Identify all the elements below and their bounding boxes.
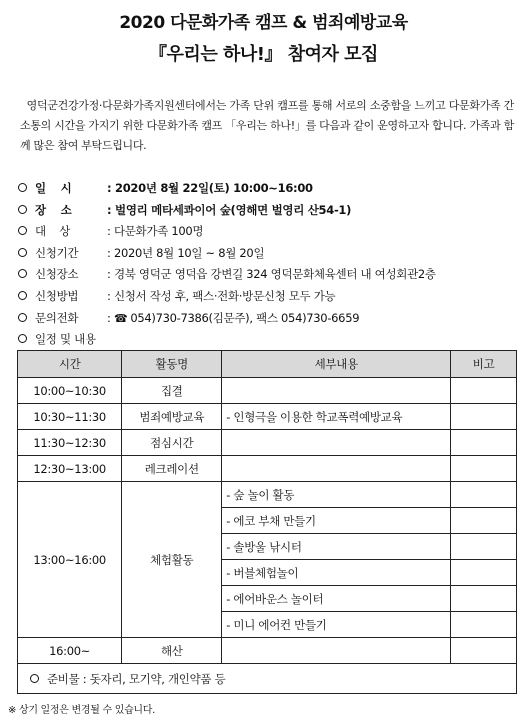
bullet-icon [18, 183, 27, 192]
title-line2: 『우리는 하나!』 참여자 모집 [149, 44, 378, 65]
table-row [18, 430, 517, 456]
info-value: 신청서 작성 후, 팩스·전화·방문신청 모두 가능 [113, 288, 336, 303]
supplies-row [18, 664, 517, 694]
row-note [451, 456, 517, 482]
info-value: 2020년 8월 10일 ~ 8월 20일 [113, 245, 265, 260]
row-time: 12:30~13:00 [18, 456, 122, 482]
bullet-icon [30, 674, 39, 683]
row-activity: 집결 [122, 378, 222, 404]
bullet-icon [18, 205, 27, 214]
info-label: 신청기간 [35, 245, 79, 260]
row-detail [222, 378, 451, 404]
info-value: 벌영리 메타세콰이어 숲(영해면 벌영리 산54-1) [115, 202, 352, 217]
phone-icon: ☎ [113, 311, 128, 325]
bullet-icon [18, 269, 27, 278]
info-row-place: 장 소 : 벌영리 메타세콰이어 숲(영해면 벌영리 산54-1) [18, 200, 518, 222]
row-note [451, 508, 517, 534]
row-activity: 레크레이션 [122, 456, 222, 482]
table-header-row [18, 351, 517, 378]
row-note [451, 586, 517, 612]
table-row [18, 638, 517, 664]
row-time: 10:30~11:30 [18, 404, 122, 430]
row-detail [222, 430, 451, 456]
row-note [451, 482, 517, 508]
schedule-table [17, 350, 517, 694]
row-time: 16:00~ [18, 638, 122, 664]
row-detail [222, 638, 451, 664]
intro-paragraph [20, 96, 514, 156]
row-activity: 체험활동 [122, 482, 222, 638]
info-row-datetime: 일 시 : 2020년 8월 22일(토) 10:00~16:00 [18, 178, 518, 200]
info-label: 대 상 [35, 224, 71, 239]
row-detail: - 숲 놀이 활동 [222, 482, 451, 508]
row-note [451, 378, 517, 404]
row-detail: - 에코 부채 만들기 [222, 508, 451, 534]
info-label: 장 소 [35, 202, 72, 217]
intro-text: 영덕군건강가정·다문화가족지원센터에서는 가족 단위 캠프를 통해 서로의 소중함을 느끼고 다문화가족 간 소통의 시간을 가지기 위한 다문화가족 캠프 「우리는 하나!」를 다음과 같이 운영하고자 합니다. 가족과 함께 많은 참여 부탁드립니다. [20, 99, 514, 152]
row-detail: - 솔방울 낚시터 [222, 534, 451, 560]
bullet-icon [18, 334, 27, 343]
header-time: 시간 [18, 351, 122, 378]
row-activity: 해산 [122, 638, 222, 664]
row-time: 10:00~10:30 [18, 378, 122, 404]
header-detail: 세부내용 [222, 351, 451, 378]
table-row [18, 404, 517, 430]
row-detail: - 미니 에어컨 만들기 [222, 612, 451, 638]
info-value: 054)730-7386(김문주), 팩스 054)730-6659 [130, 310, 360, 325]
header-note: 비고 [451, 351, 517, 378]
row-activity: 점심시간 [122, 430, 222, 456]
info-row-method: 신청방법 : 신청서 작성 후, 팩스·전화·방문신청 모두 가능 [18, 286, 518, 308]
row-note [451, 638, 517, 664]
table-row [18, 482, 517, 508]
row-time: 11:30~12:30 [18, 430, 122, 456]
row-note [451, 560, 517, 586]
row-note [451, 534, 517, 560]
bullet-icon [18, 291, 27, 300]
info-label: 신청장소 [35, 267, 79, 282]
row-detail: - 에어바운스 놀이터 [222, 586, 451, 612]
row-activity: 범죄예방교육 [122, 404, 222, 430]
bullet-icon [18, 313, 27, 322]
info-label: 일 시 [35, 181, 72, 195]
info-row-contact: 문의전화 : ☎ 054)730-7386(김문주), 팩스 054)730-6659 [18, 308, 518, 330]
info-label: 문의전화 [35, 310, 79, 325]
row-detail: - 버블체험놀이 [222, 560, 451, 586]
title-line1: 2020 다문화가족 캠프 & 범죄예방교육 [119, 13, 408, 33]
row-detail [222, 456, 451, 482]
bullet-icon [18, 226, 27, 235]
bullet-icon [18, 248, 27, 257]
info-row-target: 대 상 : 다문화가족 100명 [18, 221, 518, 243]
table-row [18, 456, 517, 482]
row-time: 13:00~16:00 [18, 482, 122, 638]
schedule-heading: 일정 및 내용 [35, 332, 96, 347]
footnote: ※ 상기 일정은 변경될 수 있습니다. [8, 705, 156, 716]
row-note [451, 612, 517, 638]
table-row [18, 378, 517, 404]
info-row-location: 신청장소 : 경북 영덕군 영덕읍 강변길 324 영덕문화체육센터 내 여성회관2층 [18, 264, 518, 286]
row-note [451, 430, 517, 456]
info-label: 신청방법 [35, 288, 79, 303]
supplies-cell [18, 664, 517, 694]
info-row-schedule-heading [18, 329, 518, 351]
info-list [18, 178, 518, 351]
info-value: 경북 영덕군 영덕읍 강변길 324 영덕문화체육센터 내 여성회관2층 [113, 267, 436, 282]
info-value: 다문화가족 100명 [113, 224, 204, 239]
header-activity: 활동명 [122, 351, 222, 378]
info-value: 2020년 8월 22일(토) 10:00~16:00 [115, 181, 313, 195]
supplies-text: 준비물 : 돗자리, 모기약, 개인약품 등 [47, 671, 226, 686]
info-row-period: 신청기간 : 2020년 8월 10일 ~ 8월 20일 [18, 243, 518, 265]
row-detail: - 인형극을 이용한 학교폭력예방교육 [222, 404, 451, 430]
row-note [451, 404, 517, 430]
